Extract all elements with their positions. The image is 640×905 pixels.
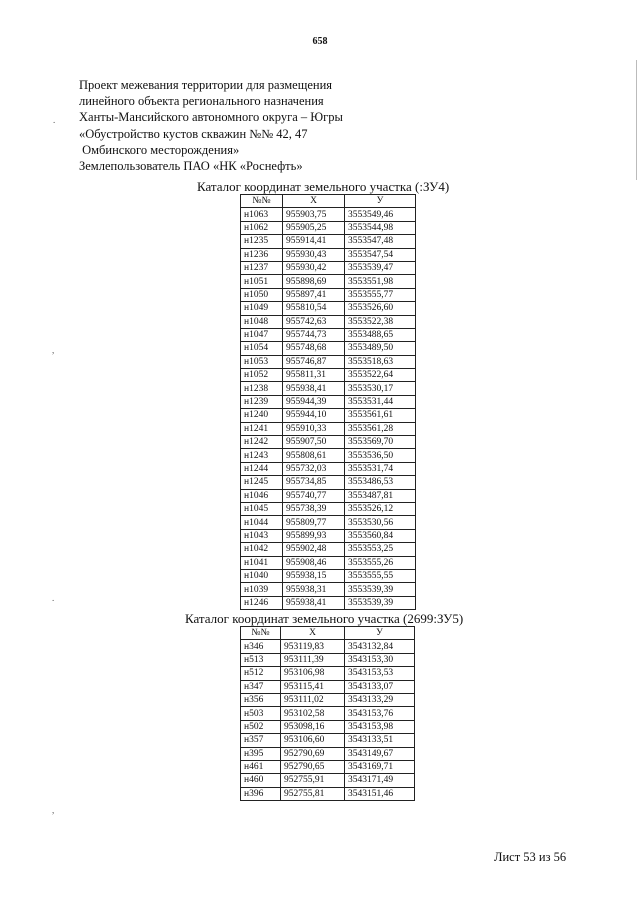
y-coordinate-cell: 3553486,53	[345, 476, 416, 489]
point-number-cell: н1235	[241, 235, 283, 248]
table-row	[241, 208, 416, 221]
table-row	[241, 653, 415, 666]
point-number-cell: н346	[241, 640, 281, 653]
point-number-cell: н1047	[241, 328, 283, 341]
point-number-cell: н1238	[241, 382, 283, 395]
table-row	[241, 680, 415, 693]
table-header-row	[241, 195, 416, 208]
point-number-cell: н502	[241, 720, 281, 733]
y-coordinate-cell: 3553553,25	[345, 543, 416, 556]
header-line: Омбинского месторождения»	[79, 142, 240, 157]
column-header-number: №№	[241, 195, 283, 208]
x-coordinate-cell: 955808,61	[283, 449, 345, 462]
point-number-cell: н1048	[241, 315, 283, 328]
table-row	[241, 422, 416, 435]
x-coordinate-cell: 953119,83	[281, 640, 345, 653]
x-coordinate-cell: 955905,25	[283, 221, 345, 234]
y-coordinate-cell: 3553555,55	[345, 569, 416, 582]
table-row	[241, 355, 416, 368]
point-number-cell: н1054	[241, 342, 283, 355]
x-coordinate-cell: 955897,41	[283, 288, 345, 301]
table-row	[241, 693, 415, 706]
table-row	[241, 288, 416, 301]
x-coordinate-cell: 955938,31	[283, 583, 345, 596]
y-coordinate-cell: 3553530,17	[345, 382, 416, 395]
table-row	[241, 640, 415, 653]
x-coordinate-cell: 953098,16	[281, 720, 345, 733]
table-row	[241, 747, 415, 760]
y-coordinate-cell: 3553551,98	[345, 275, 416, 288]
table-row	[241, 707, 415, 720]
y-coordinate-cell: 3553569,70	[345, 436, 416, 449]
x-coordinate-cell: 953111,39	[281, 653, 345, 666]
coordinates-table-1	[240, 194, 416, 610]
page-number: 658	[312, 36, 328, 47]
point-number-cell: н1062	[241, 221, 283, 234]
point-number-cell: н1039	[241, 583, 283, 596]
catalog-1-title: Каталог координат земельного участка (:ЗУ4)	[197, 179, 450, 194]
x-coordinate-cell: 955944,10	[283, 409, 345, 422]
table-row	[241, 436, 416, 449]
column-header-y: У	[345, 195, 416, 208]
column-header-y: У	[345, 627, 415, 640]
header-line: Проект межевания территории для размещения	[79, 78, 333, 92]
point-number-cell: н1042	[241, 543, 283, 556]
point-number-cell: н1246	[241, 596, 283, 609]
y-coordinate-cell: 3553487,81	[345, 489, 416, 502]
x-coordinate-cell: 952790,69	[281, 747, 345, 760]
x-coordinate-cell: 955748,68	[283, 342, 345, 355]
y-coordinate-cell: 3553547,48	[345, 235, 416, 248]
point-number-cell: н1050	[241, 288, 283, 301]
x-coordinate-cell: 955938,41	[283, 596, 345, 609]
x-coordinate-cell: 953106,98	[281, 667, 345, 680]
point-number-cell: н1040	[241, 569, 283, 582]
x-coordinate-cell: 955910,33	[283, 422, 345, 435]
column-header-x: X	[281, 627, 345, 640]
table-row	[241, 328, 416, 341]
table-row	[241, 720, 415, 733]
y-coordinate-cell: 3553489,50	[345, 342, 416, 355]
scan-mark: ,	[52, 345, 55, 355]
point-number-cell: н1240	[241, 409, 283, 422]
table-row	[241, 529, 416, 542]
table-row	[241, 462, 416, 475]
y-coordinate-cell: 3553530,56	[345, 516, 416, 529]
y-coordinate-cell: 3553539,39	[345, 596, 416, 609]
point-number-cell: н1245	[241, 476, 283, 489]
point-number-cell: н1041	[241, 556, 283, 569]
point-number-cell: н1052	[241, 369, 283, 382]
point-number-cell: н503	[241, 707, 281, 720]
table-row	[241, 543, 416, 556]
point-number-cell: н1046	[241, 489, 283, 502]
scan-edge-line	[636, 60, 637, 180]
x-coordinate-cell: 953111,02	[281, 693, 345, 706]
y-coordinate-cell: 3543153,30	[345, 653, 415, 666]
x-coordinate-cell: 955809,77	[283, 516, 345, 529]
point-number-cell: н460	[241, 774, 281, 787]
x-coordinate-cell: 955908,46	[283, 556, 345, 569]
table-row	[241, 734, 415, 747]
x-coordinate-cell: 955903,75	[283, 208, 345, 221]
y-coordinate-cell: 3553544,98	[345, 221, 416, 234]
table-row	[241, 315, 416, 328]
y-coordinate-cell: 3543153,98	[345, 720, 415, 733]
table-row	[241, 787, 415, 800]
y-coordinate-cell: 3553549,46	[345, 208, 416, 221]
catalog-2-title: Каталог координат земельного участка (2699:ЗУ5)	[185, 611, 464, 626]
y-coordinate-cell: 3543169,71	[345, 760, 415, 773]
x-coordinate-cell: 955734,85	[283, 476, 345, 489]
point-number-cell: н461	[241, 760, 281, 773]
x-coordinate-cell: 952790,65	[281, 760, 345, 773]
table-row	[241, 476, 416, 489]
point-number-cell: н1237	[241, 261, 283, 274]
y-coordinate-cell: 3543151,46	[345, 787, 415, 800]
x-coordinate-cell: 955899,93	[283, 529, 345, 542]
y-coordinate-cell: 3553555,77	[345, 288, 416, 301]
y-coordinate-cell: 3553536,50	[345, 449, 416, 462]
table-row	[241, 221, 416, 234]
table-row	[241, 382, 416, 395]
column-header-x: X	[283, 195, 345, 208]
x-coordinate-cell: 955930,42	[283, 261, 345, 274]
y-coordinate-cell: 3553555,26	[345, 556, 416, 569]
table-row	[241, 235, 416, 248]
point-number-cell: н513	[241, 653, 281, 666]
y-coordinate-cell: 3553547,54	[345, 248, 416, 261]
table-row	[241, 774, 415, 787]
scan-mark: ,	[52, 805, 55, 815]
table-row	[241, 342, 416, 355]
point-number-cell: н1236	[241, 248, 283, 261]
header-line: «Обустройство кустов скважин №№ 42, 47	[79, 126, 308, 141]
table-row	[241, 556, 416, 569]
table-body	[241, 208, 416, 610]
point-number-cell: н356	[241, 693, 281, 706]
y-coordinate-cell: 3543132,84	[345, 640, 415, 653]
table-row	[241, 502, 416, 515]
y-coordinate-cell: 3553561,61	[345, 409, 416, 422]
point-number-cell: н1244	[241, 462, 283, 475]
table-body	[241, 640, 415, 801]
table-row	[241, 489, 416, 502]
x-coordinate-cell: 952755,81	[281, 787, 345, 800]
point-number-cell: н1049	[241, 302, 283, 315]
y-coordinate-cell: 3543149,67	[345, 747, 415, 760]
x-coordinate-cell: 953115,41	[281, 680, 345, 693]
point-number-cell: н1053	[241, 355, 283, 368]
point-number-cell: н1051	[241, 275, 283, 288]
y-coordinate-cell: 3553522,38	[345, 315, 416, 328]
y-coordinate-cell: 3553518,63	[345, 355, 416, 368]
table-row	[241, 302, 416, 315]
table-row	[241, 760, 415, 773]
point-number-cell: н1239	[241, 395, 283, 408]
table-header-row	[241, 627, 415, 640]
point-number-cell: н1243	[241, 449, 283, 462]
x-coordinate-cell: 955898,69	[283, 275, 345, 288]
point-number-cell: н396	[241, 787, 281, 800]
x-coordinate-cell: 955902,48	[283, 543, 345, 556]
point-number-cell: н1241	[241, 422, 283, 435]
y-coordinate-cell: 3543153,76	[345, 707, 415, 720]
header-line: линейного объекта регионального назначения	[79, 94, 324, 109]
scan-mark: .	[53, 115, 56, 125]
table-row	[241, 275, 416, 288]
y-coordinate-cell: 3553531,44	[345, 395, 416, 408]
table-row	[241, 583, 416, 596]
x-coordinate-cell: 953106,60	[281, 734, 345, 747]
y-coordinate-cell: 3543153,53	[345, 667, 415, 680]
x-coordinate-cell: 955738,39	[283, 502, 345, 515]
header-line: Ханты-Мансийского автономного округа – Югры	[79, 110, 343, 125]
y-coordinate-cell: 3543133,51	[345, 734, 415, 747]
y-coordinate-cell: 3543133,07	[345, 680, 415, 693]
header-line: Землепользователь ПАО «НК «Роснефть»	[79, 159, 303, 174]
table-row	[241, 569, 416, 582]
x-coordinate-cell: 955746,87	[283, 355, 345, 368]
point-number-cell: н1044	[241, 516, 283, 529]
point-number-cell: н357	[241, 734, 281, 747]
y-coordinate-cell: 3553526,12	[345, 502, 416, 515]
point-number-cell: н512	[241, 667, 281, 680]
point-number-cell: н1043	[241, 529, 283, 542]
x-coordinate-cell: 955740,77	[283, 489, 345, 502]
point-number-cell: н1063	[241, 208, 283, 221]
table-row	[241, 261, 416, 274]
y-coordinate-cell: 3553526,60	[345, 302, 416, 315]
table-row	[241, 409, 416, 422]
y-coordinate-cell: 3543171,49	[345, 774, 415, 787]
document-header	[79, 77, 343, 174]
table-row	[241, 596, 416, 609]
sheet-number-footer: Лист 53 из 56	[494, 850, 567, 864]
table-row	[241, 516, 416, 529]
point-number-cell: н347	[241, 680, 281, 693]
y-coordinate-cell: 3553531,74	[345, 462, 416, 475]
point-number-cell: н395	[241, 747, 281, 760]
point-number-cell: н1242	[241, 436, 283, 449]
x-coordinate-cell: 955914,41	[283, 235, 345, 248]
x-coordinate-cell: 955744,73	[283, 328, 345, 341]
x-coordinate-cell: 955907,50	[283, 436, 345, 449]
y-coordinate-cell: 3553522,64	[345, 369, 416, 382]
table-row	[241, 395, 416, 408]
y-coordinate-cell: 3553560,84	[345, 529, 416, 542]
x-coordinate-cell: 955930,43	[283, 248, 345, 261]
scan-mark: .	[52, 593, 55, 603]
x-coordinate-cell: 955811,31	[283, 369, 345, 382]
x-coordinate-cell: 955742,63	[283, 315, 345, 328]
x-coordinate-cell: 953102,58	[281, 707, 345, 720]
x-coordinate-cell: 955810,54	[283, 302, 345, 315]
x-coordinate-cell: 955938,15	[283, 569, 345, 582]
x-coordinate-cell: 955944,39	[283, 395, 345, 408]
point-number-cell: н1045	[241, 502, 283, 515]
x-coordinate-cell: 955732,03	[283, 462, 345, 475]
table-row	[241, 248, 416, 261]
table-row	[241, 667, 415, 680]
y-coordinate-cell: 3553539,39	[345, 583, 416, 596]
y-coordinate-cell: 3553539,47	[345, 261, 416, 274]
x-coordinate-cell: 952755,91	[281, 774, 345, 787]
table-row	[241, 369, 416, 382]
table-row	[241, 449, 416, 462]
column-header-number: №№	[241, 627, 281, 640]
x-coordinate-cell: 955938,41	[283, 382, 345, 395]
y-coordinate-cell: 3553561,28	[345, 422, 416, 435]
y-coordinate-cell: 3543133,29	[345, 693, 415, 706]
y-coordinate-cell: 3553488,65	[345, 328, 416, 341]
coordinates-table-2	[240, 626, 415, 801]
